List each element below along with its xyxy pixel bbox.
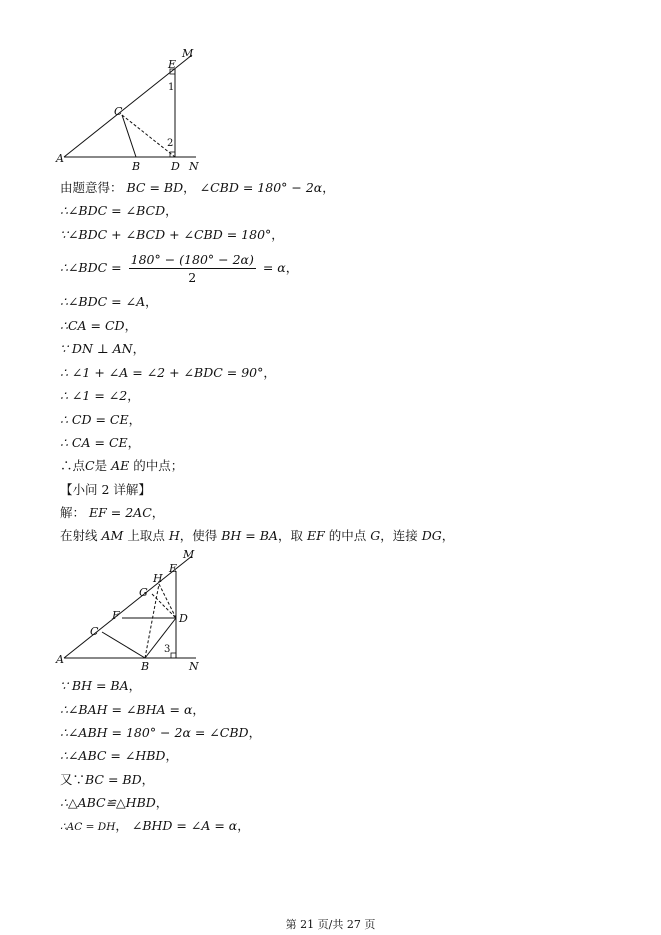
given-sep: ，	[183, 180, 196, 195]
line-3-text: ∵∠BDC + ∠BCD + ∠CBD = 180°	[60, 227, 272, 242]
line-20-end: ，	[141, 772, 155, 787]
line-22	[60, 815, 250, 837]
line-15-t4: ，取	[277, 528, 303, 543]
line-3-end: ，	[271, 227, 284, 242]
line-15-t2: 上取点	[127, 528, 165, 543]
label-n: N	[189, 160, 199, 173]
page-footer: 第 21 页/共 27 页	[285, 918, 376, 931]
line-21	[60, 792, 168, 814]
label2-e: E	[169, 562, 178, 575]
line-15-am: AM	[101, 528, 124, 543]
label-a: A	[56, 152, 64, 165]
label2-c: C	[90, 625, 99, 638]
line-15-t6: ，连接	[380, 528, 418, 543]
line-15-ef: EF	[306, 528, 325, 543]
line-16	[60, 675, 141, 697]
line-12-ae: AE	[111, 458, 130, 473]
line-12-mid: 是	[94, 458, 108, 473]
fraction-numerator: 180° − (180° − 2α)	[130, 252, 254, 267]
line-12-pre: ∴点	[60, 458, 86, 473]
label2-d: D	[179, 612, 188, 625]
line-8	[60, 362, 276, 384]
section-heading	[60, 479, 151, 501]
line-20-pre: 又∵	[60, 772, 86, 787]
line-6-end: ，	[124, 318, 138, 333]
label-c: C	[114, 105, 123, 118]
line-18	[60, 722, 261, 744]
line-15-dg: DG	[421, 528, 442, 543]
line-15-t5: 的中点	[328, 528, 367, 543]
line-14-eq: EF = 2AC	[89, 505, 152, 520]
label-b: B	[132, 160, 141, 173]
label2-a: A	[56, 653, 64, 666]
line-19-end: ，	[165, 748, 178, 763]
line-12-c: C	[85, 458, 95, 473]
line-5-text: ∴∠BDC = ∠A	[60, 294, 146, 309]
label2-b: B	[141, 660, 150, 673]
line-17-end: ，	[192, 702, 205, 717]
line-15-t3: ，使得	[179, 528, 218, 543]
line-22-b: ∠BHD = ∠A = α	[131, 818, 238, 833]
line-11-text: ∴ CA = CE	[60, 435, 128, 450]
label2-n: N	[189, 660, 199, 673]
line-3	[60, 224, 284, 246]
line-4-fraction	[60, 248, 298, 288]
line-15-g: G	[370, 528, 381, 543]
line-20-text: BC = BD	[85, 772, 142, 787]
line-15-bh-ba: BH = BA	[221, 528, 278, 543]
line-2-text: ∴∠BDC = ∠BCD	[60, 203, 166, 218]
line-17-text: ∴∠BAH = ∠BHA = α	[60, 702, 193, 717]
line-20	[60, 769, 154, 791]
given-prefix: 由题意得：	[60, 180, 123, 195]
segment-bd	[145, 618, 176, 658]
segment-cb	[122, 115, 136, 157]
line-22-a: ∴AC = DH	[60, 821, 116, 833]
line-9-end: ，	[127, 388, 140, 403]
line-19-text: ∴∠ABC = ∠HBD	[60, 748, 166, 763]
label-m: M	[182, 47, 194, 60]
line-15	[60, 525, 454, 547]
label-e: E	[168, 58, 177, 71]
figure-1-svg	[56, 44, 266, 174]
label2-f: F	[112, 609, 120, 622]
label-angle-2: 2	[167, 138, 174, 149]
line-21-end: ，	[155, 795, 169, 810]
line-15-t1: 在射线	[60, 528, 98, 543]
line-14	[60, 502, 164, 524]
line-4-end: ，	[285, 260, 299, 275]
line-10	[60, 409, 141, 431]
line-8-text: ∴ ∠1 + ∠A = ∠2 + ∠BDC = 90°	[60, 365, 264, 380]
line-12-post: 的中点；	[133, 458, 184, 473]
label2-angle-3: 3	[164, 644, 171, 655]
line-5	[60, 291, 158, 313]
label2-g: G	[139, 586, 148, 599]
segment-cb-2	[102, 632, 145, 658]
segment-hd-dashed	[159, 584, 176, 618]
figure-2	[56, 546, 266, 673]
line-6-text: ∴CA = CD	[60, 318, 125, 333]
given-end: ，	[322, 180, 335, 195]
section-heading-text: 【小问 2 详解】	[60, 482, 151, 497]
line-11	[60, 432, 140, 454]
line-8-end: ，	[263, 365, 276, 380]
line-12	[60, 455, 183, 477]
line-2-end: ，	[165, 203, 178, 218]
line-7-end: ，	[132, 341, 146, 356]
segment-cd-dashed	[122, 115, 175, 157]
line-22-end: ，	[237, 818, 250, 833]
segment-gd-dashed	[152, 594, 176, 618]
line-18-text: ∴∠ABH = 180° − 2α = ∠CBD	[60, 725, 249, 740]
label2-m: M	[183, 548, 195, 561]
line-10-text: ∴ CD = CE	[60, 412, 129, 427]
line-16-text: ∵ BH = BA	[60, 678, 129, 693]
line-given	[60, 177, 335, 199]
line-9	[60, 385, 140, 407]
label-angle-1: 1	[168, 82, 175, 93]
line-14-end: ，	[151, 505, 165, 520]
line-4-rhs: = α	[262, 260, 286, 275]
given-angle-cbd: ∠CBD = 180° − 2α	[199, 180, 323, 195]
line-2	[60, 200, 178, 222]
line-11-end: ，	[127, 435, 141, 450]
line-10-end: ，	[128, 412, 142, 427]
line-7-text: ∵ DN ⊥ AN	[60, 341, 133, 356]
line-14-pre: 解：	[60, 505, 86, 520]
given-bc-bd: BC = BD	[126, 180, 184, 195]
line-16-end: ，	[128, 678, 142, 693]
line-18-end: ，	[248, 725, 262, 740]
line-22-sep: ，	[115, 818, 128, 833]
line-7	[60, 338, 145, 360]
right-angle-mark-2	[171, 653, 176, 658]
fraction-denominator: 2	[188, 270, 197, 285]
fraction	[129, 252, 256, 285]
label2-h: H	[153, 572, 163, 585]
line-21-text: ∴△ABC≌△HBD	[60, 795, 156, 810]
figure-1	[56, 44, 266, 174]
line-19	[60, 745, 178, 767]
figure-2-svg	[56, 546, 266, 673]
line-5-end: ，	[145, 294, 158, 309]
line-15-t7: ，	[441, 528, 455, 543]
line-4-lhs: ∴∠BDC =	[60, 260, 122, 275]
label-d: D	[171, 160, 180, 173]
line-6	[60, 315, 137, 337]
line-15-h: H	[168, 528, 180, 543]
line-17	[60, 699, 205, 721]
line-9-text: ∴ ∠1 = ∠2	[60, 388, 128, 403]
